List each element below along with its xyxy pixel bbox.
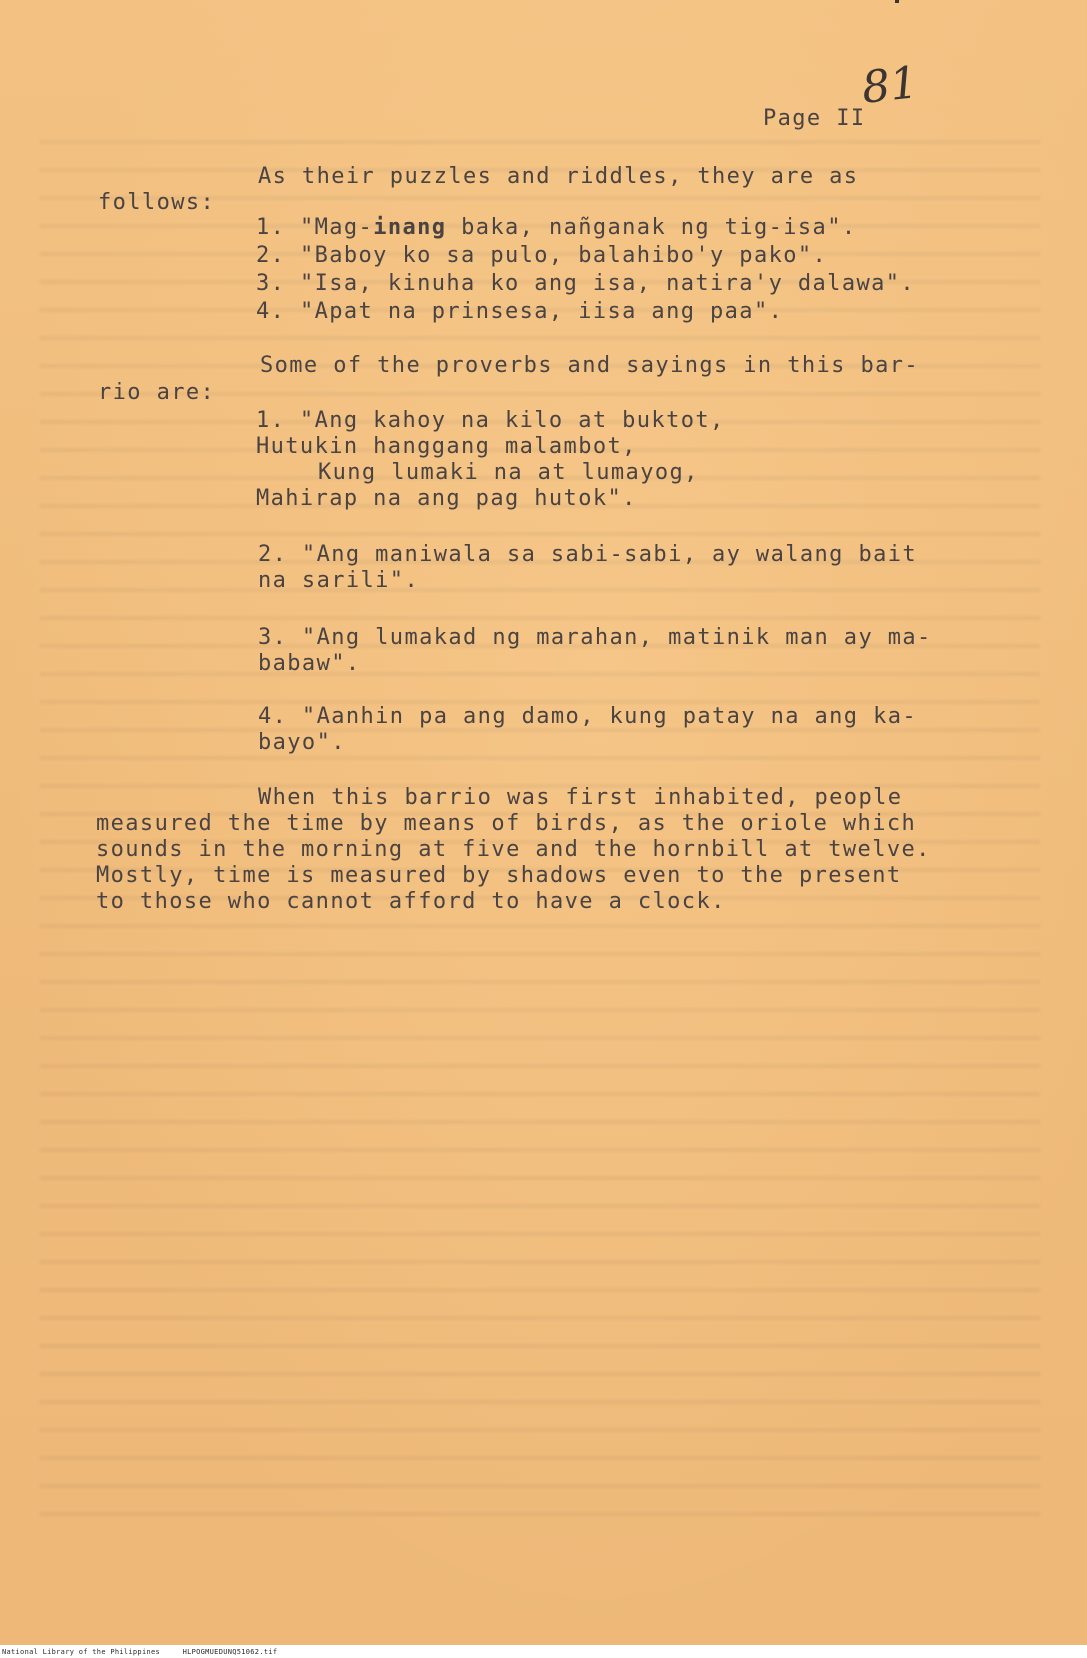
puzzle-item-2-number: 2. bbox=[256, 243, 286, 268]
puzzle-item-1-open: "Mag- bbox=[299, 215, 374, 240]
page-label: Page II bbox=[763, 106, 866, 131]
time-paragraph-line4: Mostly, time is measured by shadows even to the present bbox=[96, 863, 902, 888]
scan-footer: National Library of the Philippines HLPOGMUEDUNQ51062.tif bbox=[2, 1648, 278, 1656]
puzzle-item-4 bbox=[256, 299, 783, 325]
puzzle-item-1 bbox=[256, 215, 857, 241]
proverbs-intro-line1: Some of the proverbs and sayings in this bar- bbox=[260, 353, 920, 378]
proverb-1-line3: Kung lumaki na at lumayog, bbox=[318, 460, 699, 485]
ink-mark bbox=[895, 0, 899, 3]
time-paragraph-line2: measured the time by means of birds, as the oriole which bbox=[96, 811, 917, 836]
proverb-2-line1: 2. "Ang maniwala sa sabi-sabi, ay walang bait bbox=[258, 542, 918, 567]
handwritten-page-number: 81 bbox=[859, 57, 921, 114]
proverb-4-line1: 4. "Aanhin pa ang damo, kung patay na ang ka- bbox=[258, 704, 918, 729]
puzzle-item-2 bbox=[256, 243, 827, 269]
puzzle-item-3-number: 3. bbox=[256, 271, 286, 296]
proverb-1-line4: Mahirap na ang pag hutok". bbox=[256, 486, 637, 511]
proverb-1-line1: 1. "Ang kahoy na kilo at buktot, bbox=[256, 408, 725, 433]
puzzle-item-1-rest: baka, nañganak ng tig-isa". bbox=[446, 215, 857, 240]
proverb-1-line2: Hutukin hanggang malambot, bbox=[256, 434, 637, 459]
time-paragraph-line3: sounds in the morning at five and the hornbill at twelve. bbox=[96, 837, 931, 862]
puzzle-item-3 bbox=[256, 271, 915, 297]
puzzle-item-1-number: 1. bbox=[256, 215, 286, 240]
proverb-3-line2: babaw". bbox=[258, 651, 361, 676]
time-paragraph-line5: to those who cannot afford to have a clock. bbox=[96, 889, 726, 914]
proverb-3-line1: 3. "Ang lumakad ng marahan, matinik man ay ma- bbox=[258, 625, 932, 650]
proverbs-intro-line2: rio are: bbox=[98, 380, 216, 405]
puzzles-intro-line2: follows: bbox=[98, 190, 216, 215]
puzzle-item-4-number: 4. bbox=[256, 299, 286, 324]
proverb-2-line2: na sarili". bbox=[258, 568, 420, 593]
proverb-4-line2: bayo". bbox=[258, 730, 346, 755]
puzzle-item-3-text: "Isa, kinuha ko ang isa, natira'y dalawa". bbox=[299, 271, 916, 296]
puzzles-intro-line1: As their puzzles and riddles, they are as bbox=[258, 164, 859, 189]
puzzle-item-1-strong: inang bbox=[373, 215, 447, 240]
time-paragraph-line1: When this barrio was first inhabited, people bbox=[258, 785, 903, 810]
puzzle-item-4-text: "Apat na prinsesa, iisa ang paa". bbox=[299, 299, 784, 324]
puzzle-item-2-text: "Baboy ko sa pulo, balahibo'y pako". bbox=[299, 243, 828, 268]
